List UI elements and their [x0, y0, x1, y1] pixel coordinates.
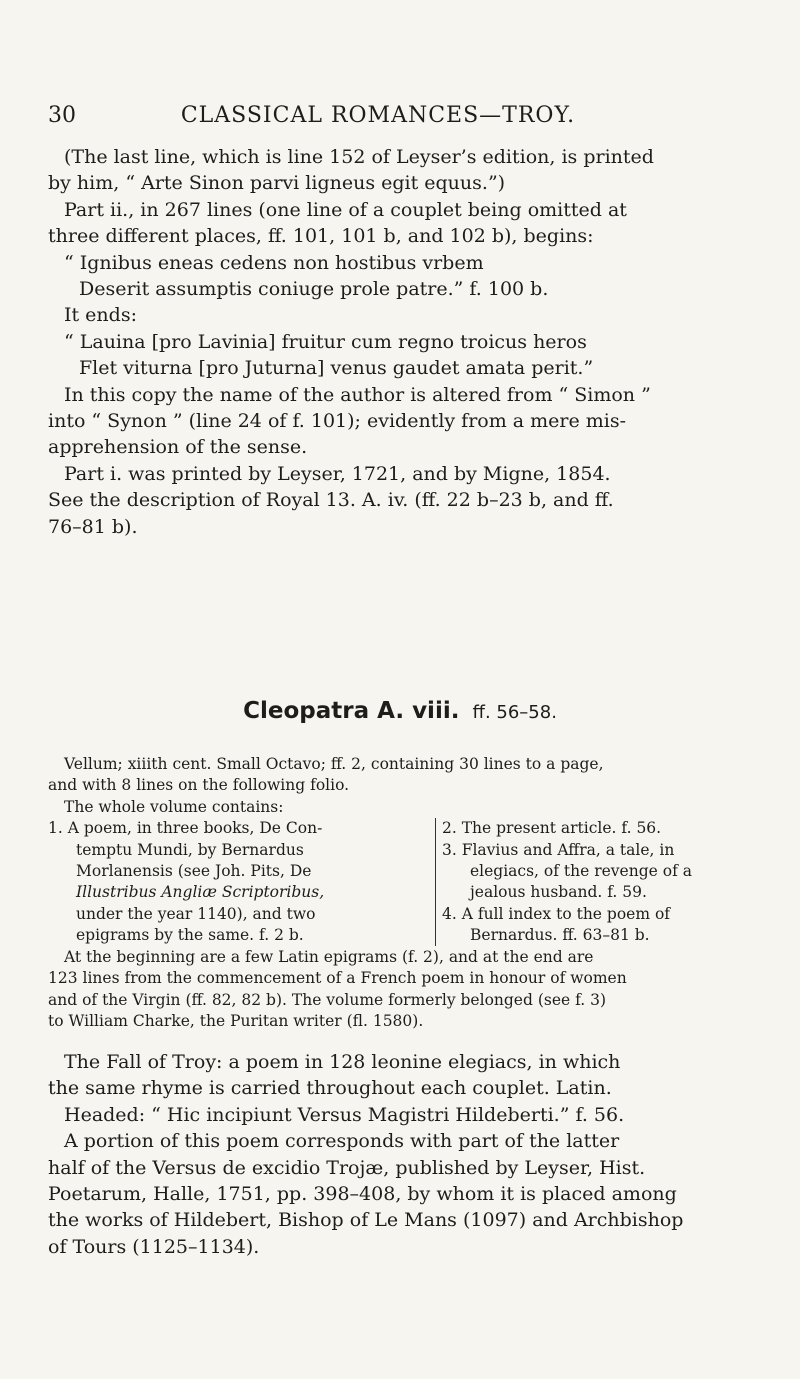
body-line: 76–81 b).: [48, 516, 138, 538]
contents-left: under the year 1140), and two: [76, 905, 316, 923]
body-line: apprehension of the sense.: [48, 436, 308, 458]
contents-right: 4. A full index to the poem of: [442, 905, 671, 923]
contents-right: jealous husband. f. 59.: [470, 883, 647, 901]
article-line: the same rhyme is carried throughout each couplet. Latin.: [48, 1077, 612, 1099]
contents-right: 2. The present article. f. 56.: [442, 819, 662, 837]
desc-line: 123 lines from the commencement of a French poem in honour of women: [48, 969, 627, 987]
contents-left: Morlanensis (see Joh. Pits, De: [76, 862, 312, 880]
contents-right: elegiacs, of the revenge of a: [470, 862, 692, 880]
page-number: 30: [48, 103, 76, 128]
body-line: by him, “ Arte Sinon parvi ligneus egit equus.”): [48, 172, 506, 194]
folio-range: ff. 56–58.: [472, 702, 557, 723]
contents-left: 1. A poem, in three books, De Con-: [48, 819, 323, 837]
body-line: Part i. was printed by Leyser, 1721, and by Migne, 1854.: [64, 463, 611, 485]
body-line: three different places, ff. 101, 101 b, and 102 b), begins:: [48, 225, 594, 247]
quote-line: Flet viturna [pro Juturna] venus gaudet amata perit.”: [79, 357, 594, 379]
desc-line: At the beginning are a few Latin epigrams (f. 2), and at the end are: [64, 948, 594, 966]
running-head: CLASSICAL ROMANCES—TROY.: [180, 103, 576, 128]
desc-line: and of the Virgin (ff. 82, 82 b). The volume formerly belonged (see f. 3): [48, 991, 607, 1009]
article-line: A portion of this poem corresponds with part of the latter: [64, 1130, 620, 1152]
quote-line: “ Ignibus eneas cedens non hostibus vrbem: [64, 252, 484, 274]
article-line: the works of Hildebert, Bishop of Le Mans (1097) and Archbishop: [48, 1209, 684, 1231]
desc-line: to William Charke, the Puritan writer (fl. 1580).: [48, 1012, 424, 1030]
body-line: See the description of Royal 13. A. iv. (ff. 22 b–23 b, and ff.: [48, 489, 614, 511]
manuscript-shelfmark: Cleopatra A. viii.: [243, 698, 460, 724]
section-title: [0, 698, 800, 724]
column-divider: [435, 818, 436, 946]
body-line: It ends:: [64, 304, 137, 326]
article-line: half of the Versus de excidio Trojæ, published by Leyser, Hist.: [48, 1157, 646, 1179]
desc-line: and with 8 lines on the following folio.: [48, 776, 350, 794]
desc-line: The whole volume contains:: [64, 798, 284, 816]
contents-left: temptu Mundi, by Bernardus: [76, 841, 304, 859]
desc-line: Vellum; xiiith cent. Small Octavo; ff. 2, containing 30 lines to a page,: [64, 755, 604, 773]
article-line: The Fall of Troy: a poem in 128 leonine elegiacs, in which: [64, 1051, 621, 1073]
contents-right: Bernardus. ff. 63–81 b.: [470, 926, 650, 944]
article-line: Headed: “ Hic incipiunt Versus Magistri Hildeberti.” f. 56.: [64, 1104, 625, 1126]
quote-line: Deserit assumptis coniuge prole patre.” f. 100 b.: [79, 278, 549, 300]
body-line: (The last line, which is line 152 of Leyser’s edition, is printed: [64, 146, 654, 168]
article-line: Poetarum, Halle, 1751, pp. 398–408, by whom it is placed among: [48, 1183, 677, 1205]
body-line: into “ Synon ” (line 24 of f. 101); evidently from a mere mis-: [48, 410, 627, 432]
contents-left: Illustribus Angliæ Scriptoribus,: [76, 883, 325, 901]
body-line: Part ii., in 267 lines (one line of a couplet being omitted at: [64, 199, 627, 221]
quote-line: “ Lauina [pro Lavinia] fruitur cum regno troicus heros: [64, 331, 587, 353]
article-line: of Tours (1125–1134).: [48, 1236, 260, 1258]
contents-right: 3. Flavius and Affra, a tale, in: [442, 841, 675, 859]
contents-left: epigrams by the same. f. 2 b.: [76, 926, 304, 944]
page-header: [48, 103, 708, 137]
body-line: In this copy the name of the author is altered from “ Simon ”: [64, 384, 651, 406]
